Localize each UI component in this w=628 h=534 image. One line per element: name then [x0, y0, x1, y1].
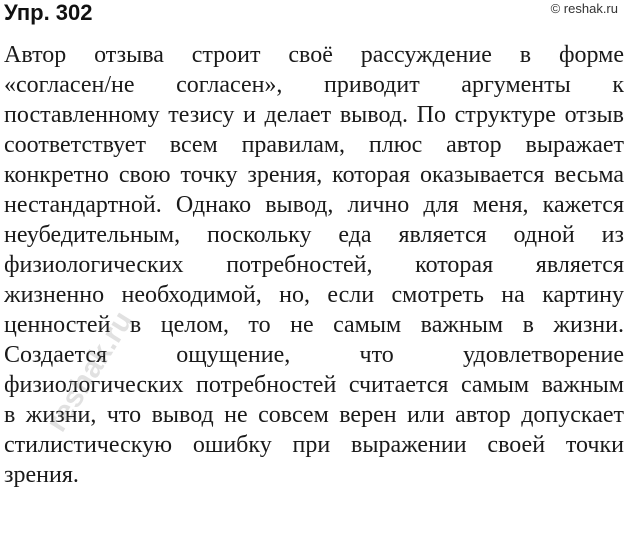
text-line: поставленному тезису и делает вывод. По структуре отзыв: [4, 102, 624, 128]
text-line: ценностей в целом, то не самым важным в жизни.: [4, 312, 624, 338]
text-line: «согласен/не согласен», приводит аргументы к: [4, 72, 624, 98]
answer-text: [4, 40, 624, 490]
text-line: неубедительным, поскольку еда является одной из: [4, 222, 624, 248]
text-line: Создается ощущение, что удовлетворение: [4, 342, 624, 368]
copyright-notice: © reshak.ru: [550, 1, 618, 16]
text-line: стилистическую ошибку при выражении своей точки: [4, 432, 624, 458]
text-line: Автор отзыва строит своё рассуждение в форме: [4, 42, 624, 68]
exercise-title: Упр. 302: [4, 0, 93, 25]
text-line: жизненно необходимой, но, если смотреть на картину: [4, 282, 624, 308]
watermark: reshak.ru: [40, 305, 140, 438]
text-line: физиологических потребностей, которая является: [4, 252, 624, 278]
text-line: зрения.: [4, 462, 79, 488]
text-line: соответствует всем правилам, плюс автор выражает: [4, 132, 624, 158]
text-line: конкретно свою точку зрения, которая оказывается весьма: [4, 162, 624, 188]
text-line: в жизни, что вывод не совсем верен или автор допускает: [4, 402, 624, 428]
text-line: нестандартной. Однако вывод, лично для меня, кажется: [4, 192, 624, 218]
text-line: физиологических потребностей считается самым важным: [4, 372, 624, 398]
